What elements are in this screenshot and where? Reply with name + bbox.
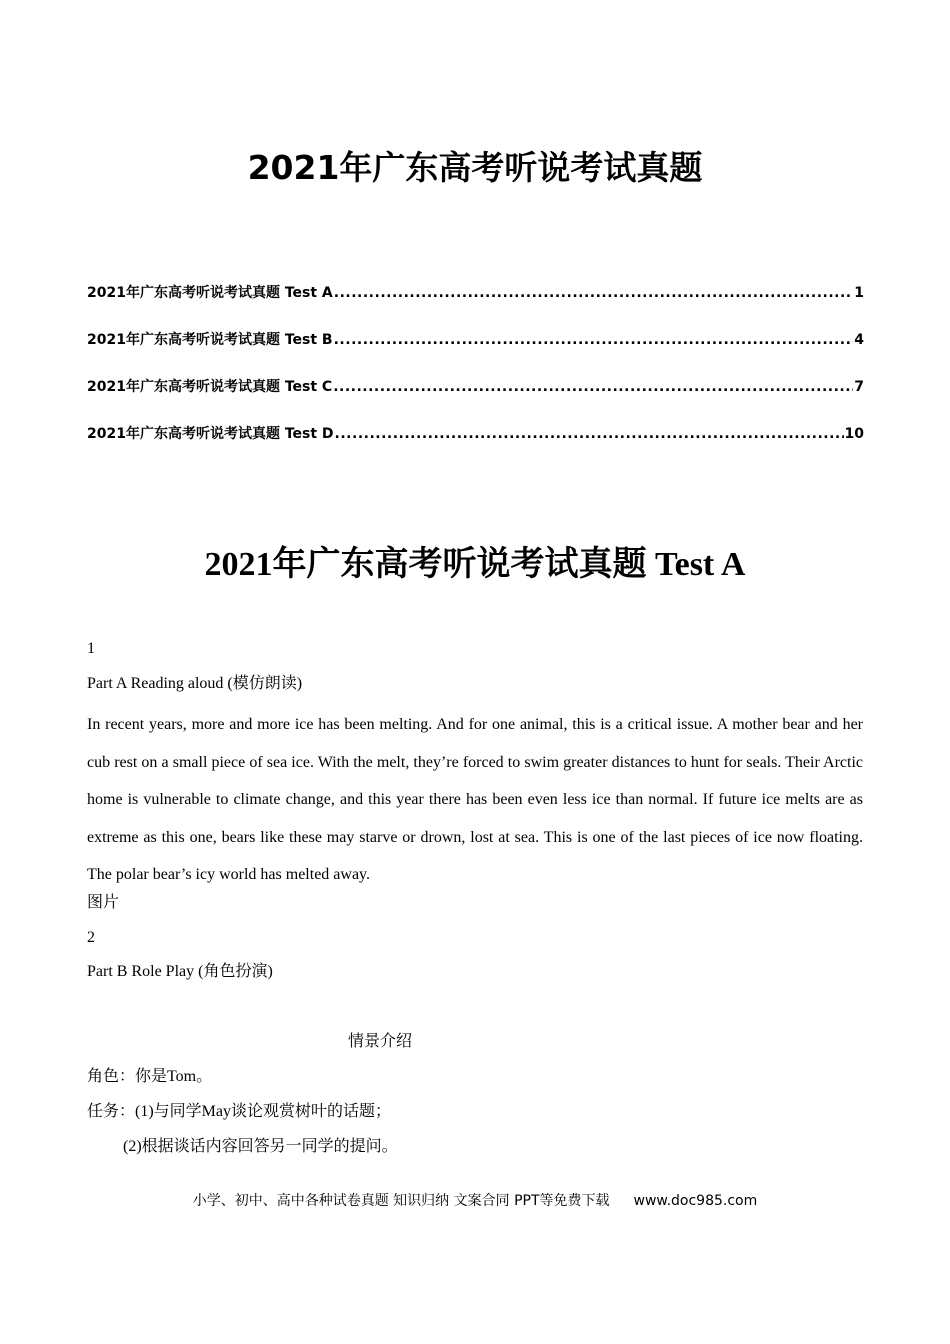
toc-entry[interactable] xyxy=(87,329,864,376)
toc-entry[interactable] xyxy=(87,282,864,329)
table-of-contents xyxy=(87,282,864,470)
toc-entry-label: 2021年广东高考听说考试真题 Test C xyxy=(87,379,333,395)
reading-passage: In recent years, more and more ice has been melting. And for one animal, this is a critical issue. A mother bear and her cub rest on a small piece of sea ice. With the melt, they’re forced to swim greater distances to hunt for seals. Their Arctic home is vulnerable to climate change, and this year there has been even less ice than normal. If future ice melts are as extreme as this one, bears like these may starve or drown, lost at sea. This is one of the last pieces of ice now floating. The polar bear’s icy world has melted away. xyxy=(87,716,863,883)
question-number: 2 xyxy=(87,929,95,946)
part-a-heading: Part A Reading aloud (模仿朗读) xyxy=(87,675,303,692)
toc-entry[interactable] xyxy=(87,376,864,423)
toc-entry[interactable] xyxy=(87,423,864,470)
task-line: (2)根据谈话内容回答另一同学的提问。 xyxy=(123,1138,398,1155)
toc-entry-label: 2021年广东高考听说考试真题 Test B xyxy=(87,332,333,348)
toc-entry-label: 2021年广东高考听说考试真题 Test A xyxy=(87,285,333,301)
scenario-title: 情景介绍 xyxy=(347,1033,412,1050)
toc-leader-dots xyxy=(334,332,854,348)
toc-entry-page: 4 xyxy=(854,332,864,348)
question-number: 1 xyxy=(87,640,95,657)
task-line: 任务：(1)与同学May谈论观赏树叶的话题； xyxy=(87,1103,391,1120)
toc-leader-dots xyxy=(333,379,853,395)
main-title: 2021年广东高考听说考试真题 xyxy=(247,148,703,187)
role-line: 角色：你是Tom。 xyxy=(87,1068,213,1085)
toc-entry-page: 7 xyxy=(854,379,864,395)
footer-url[interactable]: www.doc985.com xyxy=(633,1193,758,1209)
image-placeholder: 图片 xyxy=(87,894,120,911)
toc-entry-page: 10 xyxy=(844,426,864,442)
page-footer xyxy=(0,1190,950,1212)
toc-leader-dots xyxy=(335,426,844,442)
toc-leader-dots xyxy=(334,285,853,301)
toc-entry-page: 1 xyxy=(854,285,864,301)
section-title: 2021年广东高考听说考试真题 Test A xyxy=(204,546,746,583)
toc-entry-label: 2021年广东高考听说考试真题 Test D xyxy=(87,426,334,442)
part-b-heading: Part B Role Play (角色扮演) xyxy=(87,963,273,980)
footer-text: 小学、初中、高中各种试卷真题 知识归纳 文案合同 PPT等免费下载 xyxy=(192,1193,610,1209)
